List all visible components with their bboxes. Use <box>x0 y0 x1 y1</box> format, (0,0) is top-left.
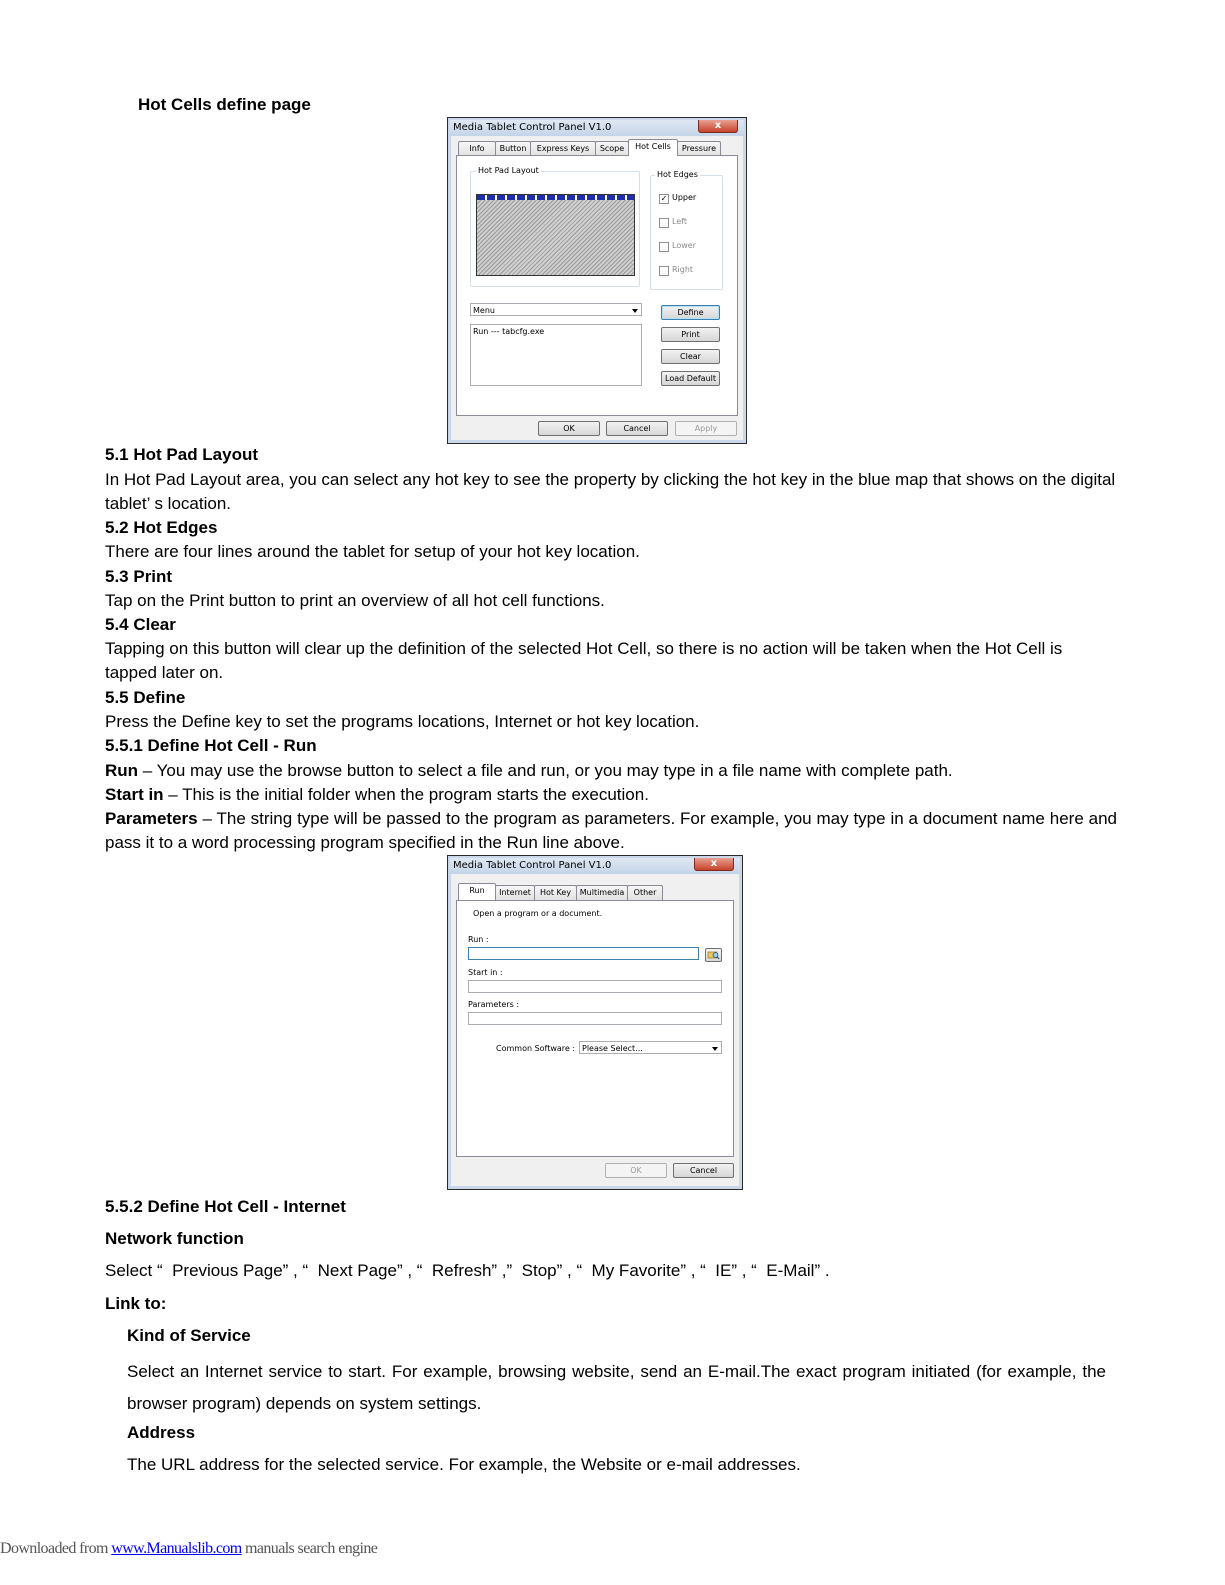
right-label: Right <box>672 265 694 274</box>
tab-other[interactable]: Other <box>627 885 663 900</box>
upper-label: Upper <box>672 193 697 202</box>
parameters-description <box>105 807 1117 855</box>
parameters-text: – The string type will be passed to the program as parameters. For example, you may type in a document name here and pass it to a word processing program specified in the Run line above. <box>105 809 1117 852</box>
close-button[interactable]: x <box>694 858 734 871</box>
define-button[interactable]: Define <box>661 305 720 320</box>
address-text: The URL address for the selected service. For example, the Website or e-mail addresses. <box>127 1455 801 1474</box>
network-function-title: Network function <box>105 1229 244 1248</box>
section-5-2-text: There are four lines around the tablet for setup of your hot key location. <box>105 542 640 561</box>
startin-input[interactable] <box>468 980 722 993</box>
kind-of-service-title: Kind of Service <box>127 1326 251 1345</box>
page-heading: Hot Cells define page <box>138 95 311 114</box>
run-text: – You may use the browse button to select a file and run, or you may type in a file name with complete path. <box>138 761 953 780</box>
startin-text: – This is the initial folder when the program starts the execution. <box>163 785 649 804</box>
print-button[interactable]: Print <box>661 327 720 342</box>
address-title: Address <box>127 1423 196 1442</box>
folder-search-icon <box>706 949 721 961</box>
hot-pad-layout-label: Hot Pad Layout <box>478 166 539 175</box>
action-dropdown-value: Menu <box>473 306 495 315</box>
tab-express-keys[interactable]: Express Keys <box>530 141 596 156</box>
ok-button[interactable]: OK <box>605 1163 667 1178</box>
left-label: Left <box>672 217 688 226</box>
load-default-button[interactable]: Load Default <box>661 371 720 386</box>
action-list[interactable] <box>470 324 642 386</box>
parameters-term: Parameters <box>105 809 198 828</box>
upper-checkbox[interactable]: ✓ <box>660 194 668 203</box>
cancel-button[interactable]: Cancel <box>606 421 668 436</box>
ok-button[interactable]: OK <box>538 421 600 436</box>
common-software-label: Common Software : <box>496 1044 576 1053</box>
action-dropdown[interactable] <box>470 303 642 316</box>
tab-run[interactable]: Run <box>458 883 496 900</box>
close-button[interactable]: x <box>698 120 738 133</box>
lower-checkbox[interactable] <box>659 242 669 252</box>
parameters-input[interactable] <box>468 1012 722 1025</box>
startin-term: Start in <box>105 785 164 804</box>
startin-description <box>105 783 1117 807</box>
tab-multimedia[interactable]: Multimedia <box>576 885 628 900</box>
footer-suffix: manuals search engine <box>241 1540 378 1557</box>
clear-button[interactable]: Clear <box>661 349 720 364</box>
browse-button[interactable] <box>705 948 722 962</box>
section-5-2-title: 5.2 Hot Edges <box>105 518 218 537</box>
common-software-select[interactable] <box>579 1041 722 1054</box>
network-function-text: Select “ Previous Page” , “ Next Page” , “ Refresh” ,” Stop” , “ My Favorite” , “ IE” , “ E-Mail” . <box>105 1261 830 1280</box>
download-footer <box>0 1539 377 1559</box>
section-5-5-2-title: 5.5.2 Define Hot Cell - Internet <box>105 1197 346 1216</box>
tab-info[interactable]: Info <box>458 141 496 156</box>
tab-scope[interactable]: Scope <box>595 141 629 156</box>
section-5-4-title: 5.4 Clear <box>105 615 176 634</box>
section-5-3-title: 5.3 Print <box>105 567 173 586</box>
manualslib-link[interactable]: www.Manualslib.com <box>111 1540 242 1557</box>
hot-cells-panel <box>456 155 738 416</box>
dialog-title: Media Tablet Control Panel V1.0 <box>453 122 612 133</box>
run-panel <box>456 900 734 1157</box>
link-to-title: Link to: <box>105 1294 167 1313</box>
run-intro-text: Open a program or a document. <box>473 909 603 918</box>
left-checkbox[interactable] <box>659 218 669 228</box>
action-list-item[interactable]: Run --- tabcfg.exe <box>473 327 545 336</box>
right-checkbox[interactable] <box>659 266 669 276</box>
section-5-3-text: Tap on the Print button to print an overview of all hot cell functions. <box>105 591 605 610</box>
chevron-down-icon <box>712 1047 718 1051</box>
section-5-5-title: 5.5 Define <box>105 688 186 707</box>
footer-prefix: Downloaded from <box>0 1540 112 1557</box>
hot-pad-map[interactable] <box>476 194 635 276</box>
apply-button[interactable]: Apply <box>675 421 737 436</box>
tab-pressure[interactable]: Pressure <box>677 141 721 156</box>
tab-hot-key[interactable]: Hot Key <box>534 885 577 900</box>
startin-field-label: Start in : <box>468 968 503 977</box>
run-description <box>105 759 1117 783</box>
dialog-title: Media Tablet Control Panel V1.0 <box>453 860 612 871</box>
run-input[interactable] <box>468 947 699 960</box>
section-5-1-text: In Hot Pad Layout area, you can select any hot key to see the property by clicking the hot key in the blue map that shows on the digital tablet’ s location. <box>105 470 1116 513</box>
section-5-5-text: Press the Define key to set the programs locations, Internet or hot key location. <box>105 712 700 731</box>
cancel-button[interactable]: Cancel <box>673 1163 734 1178</box>
hot-pad-upper-cells[interactable] <box>477 195 634 200</box>
hot-cells-dialog <box>447 117 747 444</box>
chevron-down-icon <box>632 309 638 313</box>
parameters-field-label: Parameters : <box>468 1000 520 1009</box>
dialog-titlebar <box>450 858 740 874</box>
define-run-dialog <box>447 855 743 1190</box>
hot-edges-label: Hot Edges <box>657 170 698 179</box>
section-5-1-title: 5.1 Hot Pad Layout <box>105 445 259 464</box>
run-term: Run <box>105 761 139 780</box>
common-software-value: Please Select... <box>582 1044 643 1053</box>
dialog-titlebar <box>450 120 744 136</box>
tab-button[interactable]: Button <box>495 141 531 156</box>
kind-of-service-text: Select an Internet service to start. For example, browsing website, send an E-mail.The exact program initiated (for example, the browser program) depends on system settings. <box>127 1362 1106 1413</box>
run-field-label: Run : <box>468 935 489 944</box>
lower-label: Lower <box>672 241 696 250</box>
tab-hot-cells[interactable]: Hot Cells <box>628 139 678 156</box>
tab-internet[interactable]: Internet <box>495 885 535 900</box>
section-5-5-1-title: 5.5.1 Define Hot Cell - Run <box>105 736 317 755</box>
section-5-4-text: Tapping on this button will clear up the definition of the selected Hot Cell, so there is no action will be taken when the Hot Cell is tapped later on. <box>105 639 1063 682</box>
